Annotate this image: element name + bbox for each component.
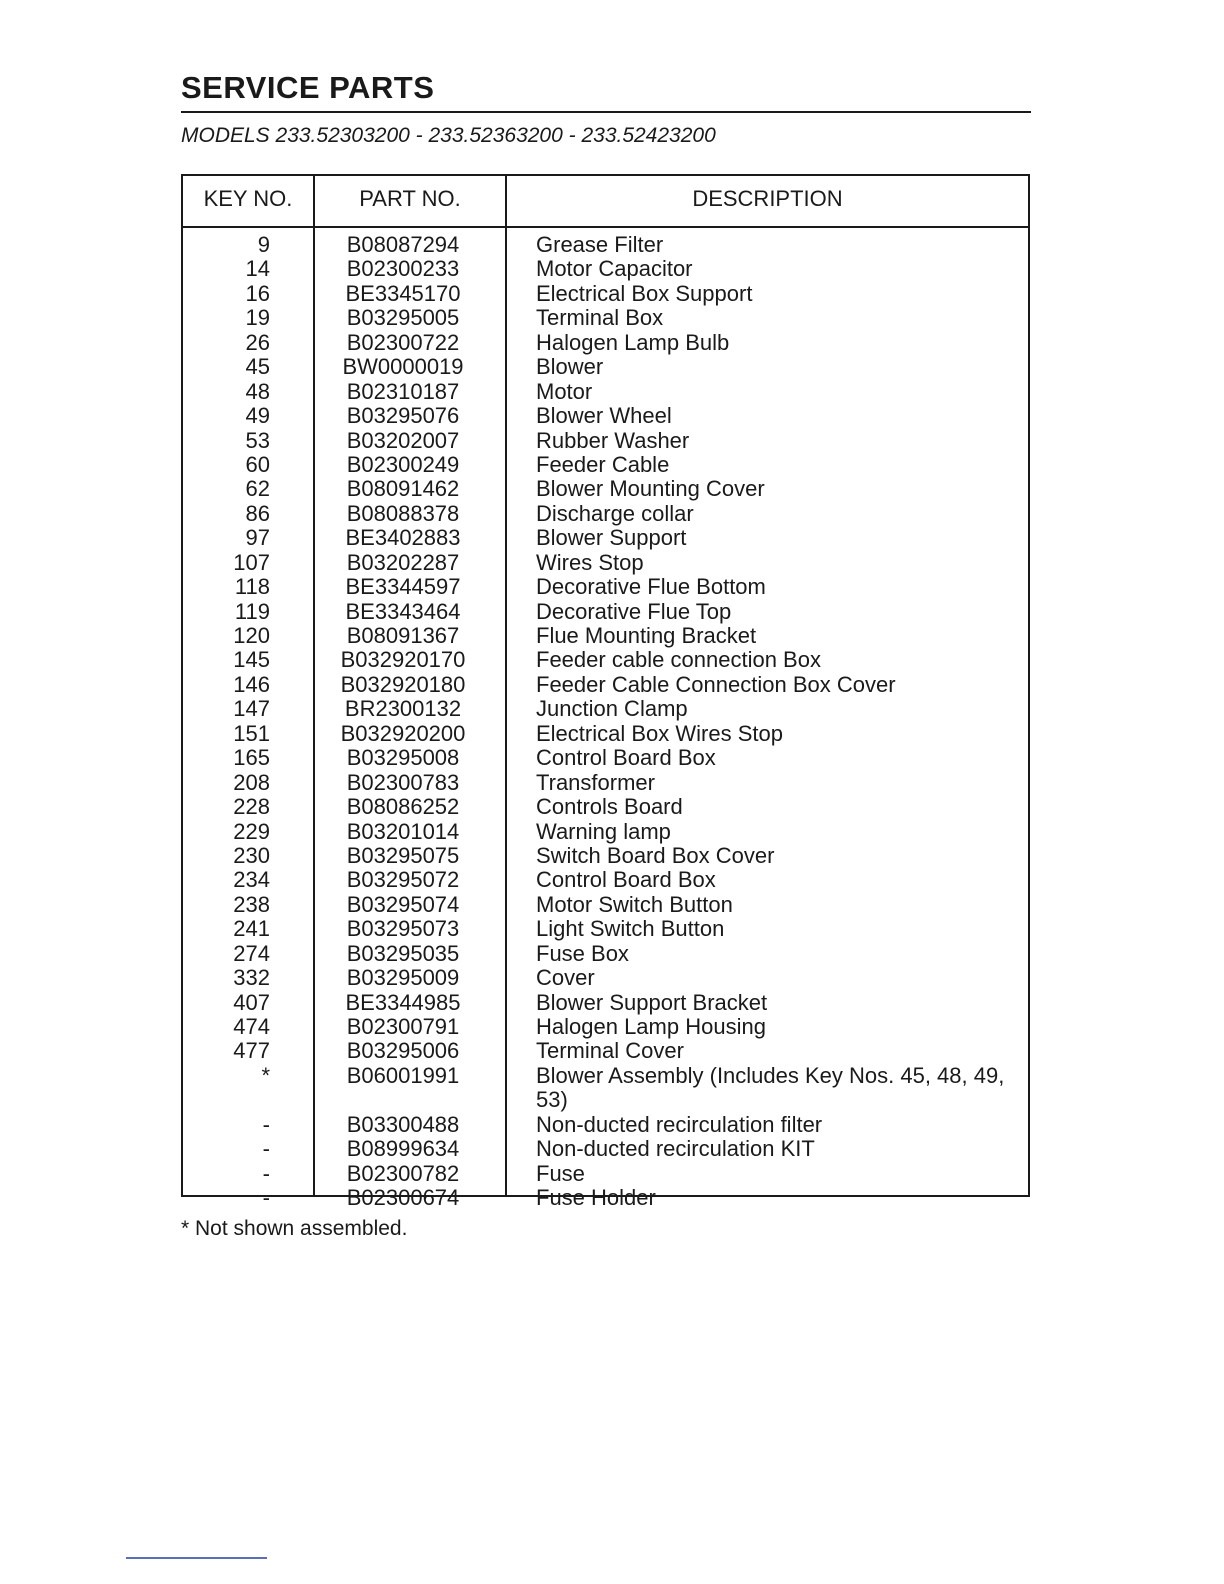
part-cell: B02310187 xyxy=(346,378,460,404)
description-cell: Blower xyxy=(536,354,604,380)
description-cell: Feeder Cable xyxy=(536,451,670,477)
description-cell: Transformer xyxy=(536,769,655,795)
table-row xyxy=(183,722,1028,746)
description-cell: Motor Capacitor xyxy=(536,256,693,282)
part-cell: B03295006 xyxy=(346,1038,460,1064)
key-cell: 332 xyxy=(233,965,270,991)
table-row xyxy=(183,942,1028,966)
description-cell: Light Switch Button xyxy=(536,916,725,942)
description-cell: Control Board Box xyxy=(536,867,716,893)
table-row xyxy=(183,673,1028,697)
key-cell: 208 xyxy=(233,769,270,795)
description-cell: Fuse xyxy=(536,1160,585,1186)
key-cell: 53 xyxy=(245,427,270,453)
table-row xyxy=(183,917,1028,941)
description-cell: Electrical Box Wires Stop xyxy=(536,720,783,746)
part-cell: B032920170 xyxy=(340,647,466,673)
key-cell: 19 xyxy=(245,305,270,331)
key-cell: - xyxy=(262,1111,270,1137)
part-cell: B06001991 xyxy=(346,1062,460,1088)
key-cell: 165 xyxy=(233,745,270,771)
table-row xyxy=(183,526,1028,550)
description-cell: Blower Support xyxy=(536,525,687,551)
part-cell: B03295075 xyxy=(346,842,460,868)
part-cell: B03295073 xyxy=(346,916,460,942)
key-cell: 48 xyxy=(245,378,270,404)
description-cell: Control Board Box xyxy=(536,745,716,771)
key-cell: 477 xyxy=(233,1038,270,1064)
table-row xyxy=(183,1113,1028,1137)
key-cell: 120 xyxy=(233,623,270,648)
description-cell: Junction Clamp xyxy=(536,696,688,722)
header-part-no: PART NO. xyxy=(359,186,461,211)
key-cell: 147 xyxy=(233,696,270,722)
table-row xyxy=(183,1015,1028,1039)
part-cell: B08087294 xyxy=(346,232,460,257)
part-cell: B02300674 xyxy=(346,1185,460,1211)
table-row xyxy=(183,575,1028,599)
key-cell: 228 xyxy=(233,794,270,820)
table-row xyxy=(183,1039,1028,1063)
key-cell: 62 xyxy=(245,476,270,502)
table-row xyxy=(183,1186,1028,1210)
table-row xyxy=(183,233,1028,257)
description-cell: Feeder cable connection Box xyxy=(536,647,821,673)
description-cell: Grease Filter xyxy=(536,232,664,257)
table-row xyxy=(183,624,1028,648)
part-cell: B02300782 xyxy=(346,1160,460,1186)
key-cell: 97 xyxy=(245,525,270,551)
description-cell: Blower Wheel xyxy=(536,403,672,429)
part-cell: BE3345170 xyxy=(345,280,461,306)
part-cell: B08091462 xyxy=(346,476,460,502)
key-cell: * xyxy=(261,1062,270,1088)
footnote: * Not shown assembled. xyxy=(181,1217,408,1240)
table-row xyxy=(183,648,1028,672)
description-cell: Cover xyxy=(536,965,595,991)
description-cell: Blower Mounting Cover xyxy=(536,476,765,502)
key-cell: 26 xyxy=(245,329,270,355)
description-cell: Motor xyxy=(536,378,593,404)
table-row xyxy=(183,551,1028,575)
table-row xyxy=(183,1064,1028,1113)
key-cell: 230 xyxy=(233,842,270,868)
part-cell: B03202007 xyxy=(346,427,460,453)
key-cell: - xyxy=(262,1185,270,1211)
part-cell: BW0000019 xyxy=(342,354,464,380)
table-row xyxy=(183,429,1028,453)
description-cell: Switch Board Box Cover xyxy=(536,842,775,868)
table-row xyxy=(183,404,1028,428)
key-cell: 241 xyxy=(233,916,270,942)
key-cell: 14 xyxy=(245,256,270,282)
part-cell: B03295005 xyxy=(346,305,460,331)
table-row xyxy=(183,331,1028,355)
part-cell: B032920180 xyxy=(340,671,466,697)
table-row xyxy=(183,771,1028,795)
part-cell: B03202287 xyxy=(346,549,460,575)
table-row xyxy=(183,257,1028,281)
part-cell: B02300722 xyxy=(346,329,460,355)
part-cell: BE3343464 xyxy=(345,598,461,624)
description-cell: Motor Switch Button xyxy=(536,891,733,917)
key-cell: 145 xyxy=(233,647,270,673)
title-rule xyxy=(181,111,1031,113)
part-cell: B03295035 xyxy=(346,940,460,966)
description-cell: Flue Mounting Bracket xyxy=(536,623,757,648)
table-row xyxy=(183,380,1028,404)
table-row xyxy=(183,453,1028,477)
part-cell: BR2300132 xyxy=(344,696,462,722)
part-cell: BE3344597 xyxy=(345,574,461,600)
part-cell: B03295076 xyxy=(346,403,460,429)
table-row xyxy=(183,868,1028,892)
header-key-no: KEY NO. xyxy=(203,186,293,211)
part-cell: B03300488 xyxy=(346,1111,460,1137)
description-cell: Fuse Holder xyxy=(536,1185,656,1211)
footer-line xyxy=(126,1557,267,1559)
part-cell: B03295074 xyxy=(346,891,460,917)
key-cell: 151 xyxy=(233,720,270,746)
key-cell: 49 xyxy=(245,403,270,429)
description-cell: Fuse Box xyxy=(536,940,629,966)
key-cell: 86 xyxy=(245,500,270,526)
page-title: SERVICE PARTS xyxy=(181,70,435,105)
part-cell: B08999634 xyxy=(346,1136,460,1162)
description-cell: Controls Board xyxy=(536,794,683,820)
description-cell: Non-ducted recirculation filter xyxy=(536,1111,823,1137)
key-cell: 119 xyxy=(234,598,270,624)
key-cell: 238 xyxy=(233,891,270,917)
service-parts-table xyxy=(181,174,1030,1211)
part-cell: B02300249 xyxy=(346,451,460,477)
table-row xyxy=(183,502,1028,526)
part-cell: B08086252 xyxy=(346,794,460,820)
table-row xyxy=(183,306,1028,330)
key-cell: 16 xyxy=(245,280,270,306)
part-cell: B03295008 xyxy=(346,745,460,771)
description-cell: Electrical Box Support xyxy=(536,280,753,306)
description-cell: Terminal Box xyxy=(536,305,664,331)
key-cell: 9 xyxy=(257,232,270,257)
key-cell: 118 xyxy=(234,574,270,600)
table-row xyxy=(183,991,1028,1015)
key-cell: 60 xyxy=(245,451,270,477)
table-row xyxy=(183,355,1028,379)
description-cell: Rubber Washer xyxy=(536,427,690,453)
description-cell: Blower Assembly (Includes Key Nos. 45, 48, 49, 53) xyxy=(536,1062,1005,1112)
description-cell: Halogen Lamp Housing xyxy=(536,1014,766,1039)
table-row xyxy=(183,966,1028,990)
part-cell: B03201014 xyxy=(346,818,460,844)
part-cell: B032920200 xyxy=(340,720,466,746)
header-description: DESCRIPTION xyxy=(692,186,843,211)
table-row xyxy=(183,893,1028,917)
description-cell: Wires Stop xyxy=(536,549,644,575)
description-cell: Discharge collar xyxy=(536,500,694,526)
table-row xyxy=(183,746,1028,770)
description-cell: Feeder Cable Connection Box Cover xyxy=(536,671,896,697)
key-cell: 474 xyxy=(233,1014,270,1039)
key-cell: 274 xyxy=(233,940,270,966)
table-row xyxy=(183,1162,1028,1186)
key-cell: 229 xyxy=(233,818,270,844)
table-row xyxy=(183,1137,1028,1161)
part-cell: BE3402883 xyxy=(345,525,461,551)
part-cell: B02300233 xyxy=(346,256,460,282)
table-row xyxy=(183,282,1028,306)
table-row xyxy=(183,477,1028,501)
part-cell: B08088378 xyxy=(346,500,460,526)
models-subtitle: MODELS 233.52303200 - 233.52363200 - 233.52423200 xyxy=(181,124,716,147)
description-cell: Non-ducted recirculation KIT xyxy=(536,1136,815,1162)
key-cell: - xyxy=(262,1136,270,1162)
part-cell: B02300783 xyxy=(346,769,460,795)
part-cell: B08091367 xyxy=(346,623,460,648)
description-cell: Terminal Cover xyxy=(536,1038,684,1064)
key-cell: 407 xyxy=(233,989,270,1015)
part-cell: B02300791 xyxy=(346,1014,460,1039)
part-cell: B03295072 xyxy=(346,867,460,893)
key-cell: 234 xyxy=(233,867,270,893)
key-cell: 107 xyxy=(233,549,270,575)
table-row xyxy=(183,820,1028,844)
table-row xyxy=(183,844,1028,868)
description-cell: Blower Support Bracket xyxy=(536,989,768,1015)
description-cell: Decorative Flue Top xyxy=(536,598,732,624)
description-cell: Warning lamp xyxy=(536,818,671,844)
key-cell: 45 xyxy=(245,354,270,380)
part-cell: BE3344985 xyxy=(345,989,461,1015)
key-cell: 146 xyxy=(233,671,270,697)
description-cell: Decorative Flue Bottom xyxy=(536,574,766,600)
table-row xyxy=(183,600,1028,624)
table-body xyxy=(183,233,1028,1211)
header-divider xyxy=(183,226,1028,228)
key-cell: - xyxy=(262,1160,270,1186)
table-row xyxy=(183,697,1028,721)
part-cell: B03295009 xyxy=(346,965,460,991)
table-row xyxy=(183,795,1028,819)
description-cell: Halogen Lamp Bulb xyxy=(536,329,730,355)
